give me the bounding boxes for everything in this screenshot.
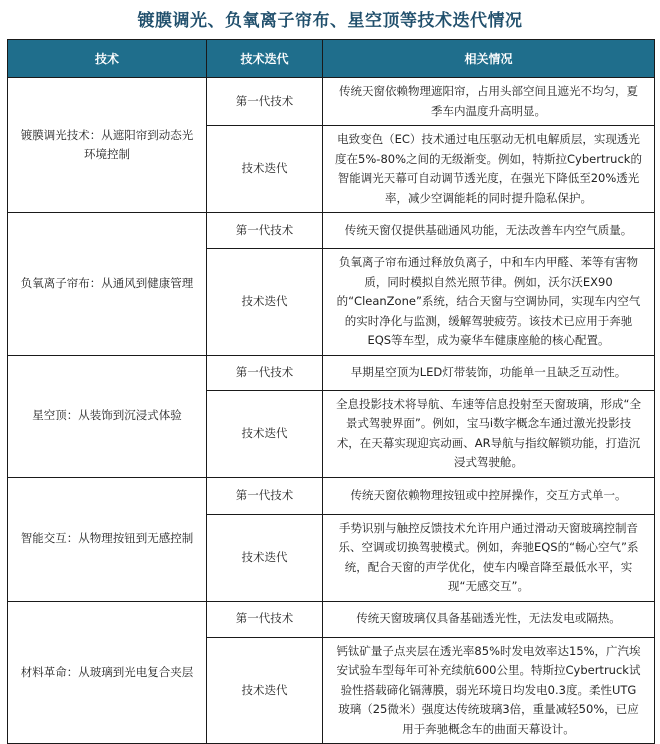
table-row [8,78,655,126]
page-title: 镀膜调光、负氧离子帘布、星空顶等技术迭代情况 [137,11,523,31]
stage-cell: 技术迭代 [207,126,323,213]
description-cell: 早期星空顶为LED灯带装饰，功能单一且缺乏互动性。 [323,355,655,390]
technology-cell: 镀膜调光技术：从遮阳帘到动态光环境控制 [8,78,207,213]
technology-cell: 星空顶：从装饰到沉浸式体验 [8,355,207,477]
column-header-details: 相关情况 [323,40,655,78]
table-row [8,355,655,390]
description-cell: 传统天窗依赖物理按钮或中控屏操作，交互方式单一。 [323,477,655,514]
description-cell: 钙钛矿量子点夹层在透光率85%时发电效率达15%，广汽埃安试验车型每年可补充续航600公里。特斯拉Cybertruck试验性搭载碲化镉薄膜，弱光环境日均发电0.3度。柔性UTG玻璃（25微米）强度达传统玻璃3倍，重量减轻50%，已应用于奔驰概念车的曲面天幕设计。 [323,637,655,744]
stage-cell: 第一代技术 [207,477,323,514]
stage-cell: 第一代技术 [207,355,323,390]
technology-cell: 负氧离子帘布：从通风到健康管理 [8,213,207,356]
description-cell: 负氧离子帘布通过释放负离子，中和车内甲醛、苯等有害物质，同时模拟自然光照节律。例如，沃尔沃EX90的“CleanZone”系统，结合天窗与空调协同，实现车内空气的实时净化与监测，缓解驾驶疲劳。该技术已应用于奔驰EQS等车型，成为豪华车健康座舱的核心配置。 [323,249,655,356]
table-row [8,213,655,249]
description-cell: 全息投影技术将导航、车速等信息投射至天窗玻璃，形成“全景式驾驶界面”。例如，宝马i数字概念车通过激光投影技术，在天幕实现迎宾动画、AR导航与指纹解锁功能，打造沉浸式驾驶舱。 [323,390,655,477]
technology-cell: 材料革命：从玻璃到光电复合夹层 [8,601,207,744]
table-row [8,477,655,514]
stage-cell: 第一代技术 [207,213,323,249]
stage-cell: 技术迭代 [207,249,323,356]
technology-cell: 智能交互：从物理按钮到无感控制 [8,477,207,601]
description-cell: 传统天窗依赖物理遮阳帘，占用头部空间且遮光不均匀，夏季车内温度升高明显。 [323,78,655,126]
table-row [8,601,655,637]
column-header-technology: 技术 [8,40,207,78]
stage-cell: 第一代技术 [207,78,323,126]
table-header-row [8,40,655,78]
description-cell: 传统天窗玻璃仅具备基础透光性，无法发电或隔热。 [323,601,655,637]
description-cell: 电致变色（EC）技术通过电压驱动无机电解质层，实现透光度在5%-80%之间的无级渐变。例如，特斯拉Cybertruck的智能调光天幕可自动调节透光度，在强光下降低至20%透光率，减少空调能耗的同时提升隐私保护。 [323,126,655,213]
description-cell: 传统天窗仅提供基础通风功能，无法改善车内空气质量。 [323,213,655,249]
column-header-iteration: 技术迭代 [207,40,323,78]
tech-iteration-table [7,39,655,744]
stage-cell: 第一代技术 [207,601,323,637]
stage-cell: 技术迭代 [207,390,323,477]
description-cell: 手势识别与触控反馈技术允许用户通过滑动天窗玻璃控制音乐、空调或切换驾驶模式。例如，奔驰EQS的“畅心空气”系统，配合天窗的声学优化，使车内噪音降至最低水平，实现“无感交互”。 [323,514,655,601]
stage-cell: 技术迭代 [207,514,323,601]
stage-cell: 技术迭代 [207,637,323,744]
